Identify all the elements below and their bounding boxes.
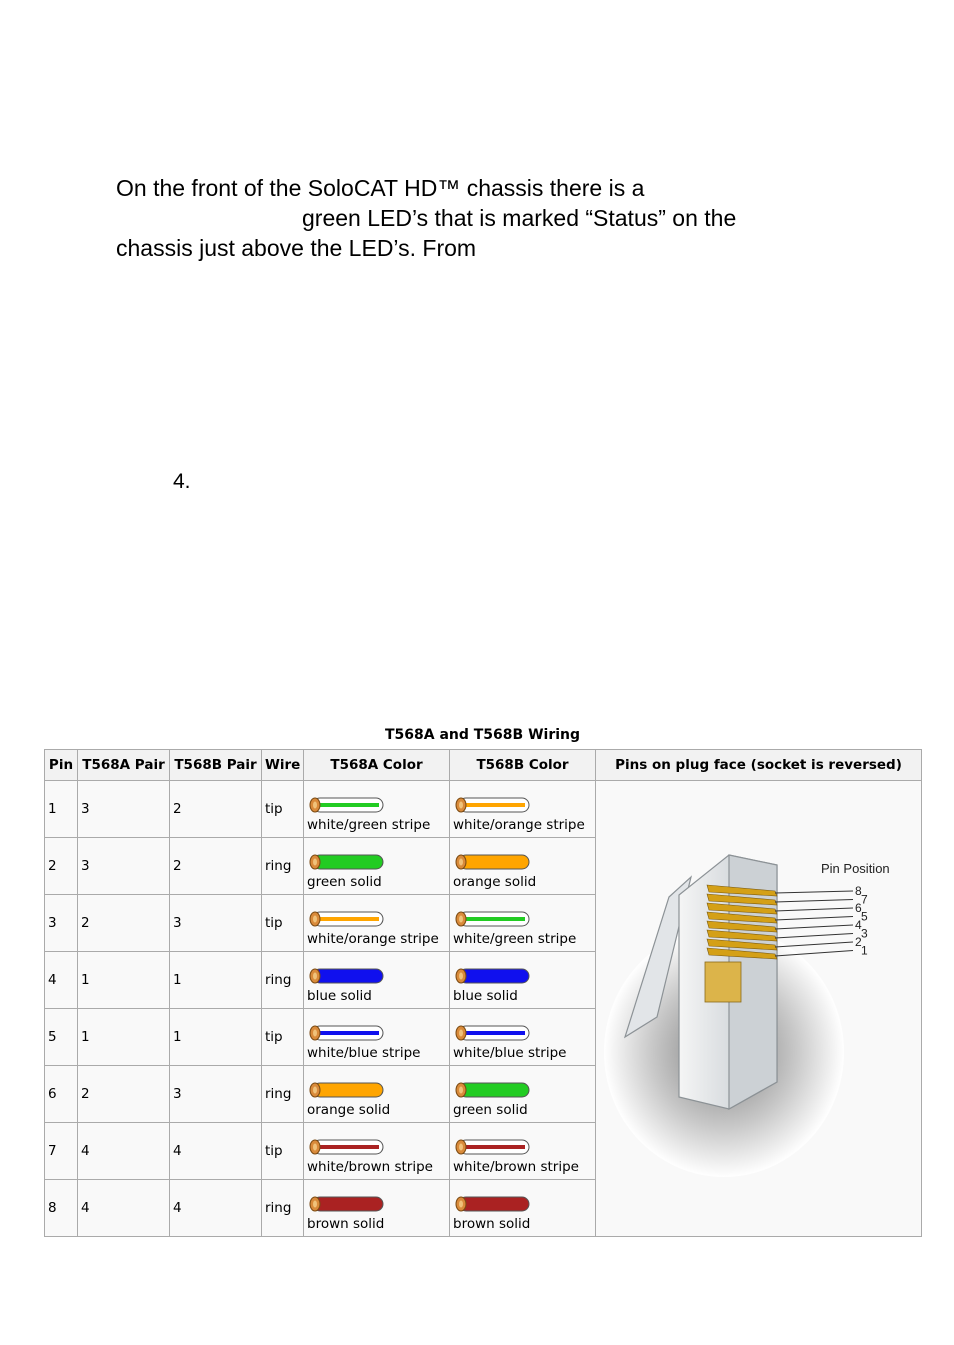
pin-cell: 5 (45, 1009, 78, 1066)
table-row (45, 781, 922, 838)
wire-color-label: green solid (453, 1102, 528, 1118)
plug-image-cell (596, 781, 922, 1237)
paragraph-line-1: On the front of the SoloCAT HD™ chassis there is a (116, 175, 645, 201)
pin-number-label: 8 (855, 883, 862, 898)
wiring-table-title: T568A and T568B Wiring (384, 727, 581, 743)
pin-cell: 8 (45, 1180, 78, 1237)
rj45-plug-icon (599, 837, 925, 1181)
t568a-pair-cell: 1 (78, 952, 170, 1009)
t568b-color-cell (450, 1180, 596, 1237)
wire-swatch-icon (453, 1194, 533, 1214)
wire-swatch-icon (453, 795, 533, 815)
wiring-table-body (45, 781, 922, 1237)
wire-swatch-icon (307, 795, 387, 815)
wiring-table-header (45, 750, 922, 781)
wire-swatch-icon (307, 1023, 387, 1043)
header-t568b-pair: T568B Pair (170, 750, 262, 781)
wire-color-label: white/orange stripe (453, 817, 585, 833)
wire-swatch-icon (307, 1137, 387, 1157)
pin-cell: 7 (45, 1123, 78, 1180)
pin-number-label: 5 (861, 909, 868, 923)
wire-color-label: orange solid (453, 874, 537, 890)
pin-cell: 1 (45, 781, 78, 838)
t568b-pair-cell: 3 (170, 895, 262, 952)
t568b-color-cell (450, 838, 596, 895)
wire-swatch-icon (453, 1080, 533, 1100)
wire-swatch-icon (307, 1194, 387, 1214)
wire-color-label: white/orange stripe (307, 931, 439, 947)
t568a-pair-cell: 4 (78, 1180, 170, 1237)
pin-number-label: 2 (855, 934, 862, 949)
t568a-color-cell (304, 1066, 450, 1123)
t568b-pair-cell: 2 (170, 781, 262, 838)
pin-number-label: 6 (855, 900, 862, 915)
t568a-pair-cell: 2 (78, 895, 170, 952)
wire-swatch-icon (453, 852, 533, 872)
t568b-color-cell (450, 895, 596, 952)
wire-color-label: green solid (307, 874, 382, 890)
wire-swatch-icon (453, 966, 533, 986)
t568b-pair-cell: 3 (170, 1066, 262, 1123)
pin-cell: 4 (45, 952, 78, 1009)
paragraph-line-3: chassis just above the LED’s. From (116, 235, 477, 261)
wire-type-cell: ring (262, 1180, 304, 1237)
pin-number-label: 7 (861, 892, 868, 906)
wire-color-label: white/blue stripe (453, 1045, 567, 1061)
t568b-color-cell (450, 952, 596, 1009)
t568a-color-cell (304, 952, 450, 1009)
t568a-pair-cell: 4 (78, 1123, 170, 1180)
t568b-pair-cell: 1 (170, 1009, 262, 1066)
t568a-color-cell (304, 781, 450, 838)
wire-swatch-icon (453, 1023, 533, 1043)
header-wire: Wire (262, 750, 304, 781)
t568a-pair-cell: 3 (78, 838, 170, 895)
wire-type-cell: tip (262, 895, 304, 952)
wire-color-label: brown solid (307, 1216, 385, 1232)
status-led-paragraph (116, 173, 816, 263)
wire-type-cell: ring (262, 838, 304, 895)
t568a-pair-cell: 3 (78, 781, 170, 838)
paragraph-line-2: green LED’s that is marked “Status” on the (302, 205, 737, 231)
wire-color-label: blue solid (453, 988, 518, 1004)
t568b-color-cell (450, 1066, 596, 1123)
header-t568a-color: T568A Color (304, 750, 450, 781)
wire-type-cell: ring (262, 1066, 304, 1123)
t568b-pair-cell: 4 (170, 1180, 262, 1237)
header-t568b-color: T568B Color (450, 750, 596, 781)
pin-number-label: 4 (855, 917, 862, 932)
t568b-pair-cell: 2 (170, 838, 262, 895)
pin-position-label: Pin Position (821, 860, 890, 876)
t568a-color-cell (304, 1180, 450, 1237)
pin-number-label: 3 (861, 926, 868, 940)
wire-swatch-icon (453, 1137, 533, 1157)
header-pin: Pin (45, 750, 78, 781)
t568a-pair-cell: 2 (78, 1066, 170, 1123)
t568b-color-cell (450, 781, 596, 838)
t568b-color-cell (450, 1009, 596, 1066)
wiring-table (44, 749, 922, 1237)
wire-type-cell: tip (262, 781, 304, 838)
t568b-pair-cell: 4 (170, 1123, 262, 1180)
header-t568a-pair: T568A Pair (78, 750, 170, 781)
wire-color-label: white/green stripe (307, 817, 431, 833)
t568a-color-cell (304, 1123, 450, 1180)
wire-color-label: orange solid (307, 1102, 391, 1118)
wire-type-cell: tip (262, 1123, 304, 1180)
wire-color-label: white/green stripe (453, 931, 577, 947)
wire-color-label: blue solid (307, 988, 372, 1004)
wire-swatch-icon (307, 966, 387, 986)
t568a-color-cell (304, 895, 450, 952)
wire-color-label: white/brown stripe (453, 1159, 579, 1175)
wire-color-label: brown solid (453, 1216, 531, 1232)
t568a-pair-cell: 1 (78, 1009, 170, 1066)
pin-number-label: 1 (861, 943, 868, 957)
wire-swatch-icon (307, 852, 387, 872)
wire-swatch-icon (453, 909, 533, 929)
wire-swatch-icon (307, 909, 387, 929)
t568a-color-cell (304, 1009, 450, 1066)
pin-cell: 2 (45, 838, 78, 895)
t568b-color-cell (450, 1123, 596, 1180)
pin-cell: 3 (45, 895, 78, 952)
header-plug-pins: Pins on plug face (socket is reversed) (596, 750, 922, 781)
wire-type-cell: tip (262, 1009, 304, 1066)
pin-cell: 6 (45, 1066, 78, 1123)
t568b-pair-cell: 1 (170, 952, 262, 1009)
wire-color-label: white/blue stripe (307, 1045, 421, 1061)
wire-type-cell: ring (262, 952, 304, 1009)
list-number: 4. (173, 470, 191, 493)
t568a-color-cell (304, 838, 450, 895)
wire-color-label: white/brown stripe (307, 1159, 433, 1175)
wire-swatch-icon (307, 1080, 387, 1100)
